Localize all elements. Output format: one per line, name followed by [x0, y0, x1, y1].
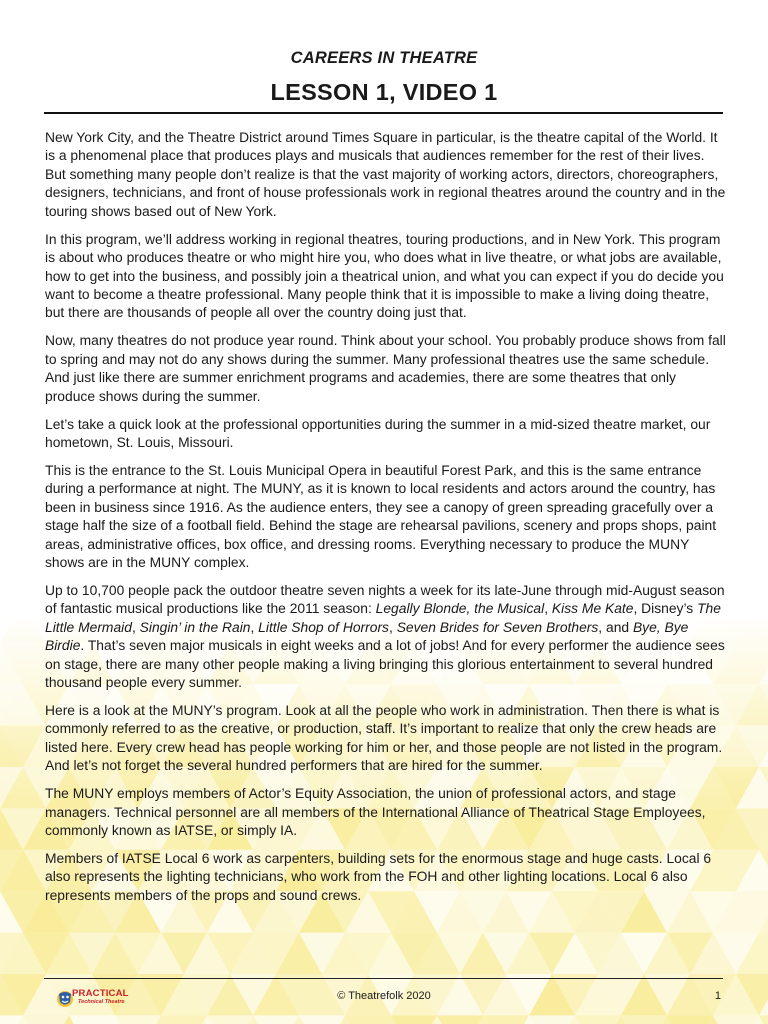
series-title: CAREERS IN THEATRE	[290, 49, 478, 67]
copyright: © Theatrefolk 2020	[337, 990, 431, 1002]
text-run: . That’s seven major musicals in eight weeks and a lot of jobs! And for every performer the audience sees on stage, there are many other people making a living bringing this glorious entertainment to several hundred thousand people every summer.	[45, 637, 725, 691]
text-run: , Disney’s	[633, 600, 698, 617]
paragraph	[45, 128, 727, 220]
text-run: ,	[131, 618, 140, 635]
paragraph	[45, 784, 727, 839]
text-run: Now, many theatres do not produce year round. Think about your school. You probably produce shows from fall to spring and may not do any shows during the summer. Many professional theatres use the same schedule. And just like there are summer enrichment programs and academies, there are some theatres that only produce shows during the summer.	[45, 332, 726, 404]
logo-word-technical-theatre: Technical Theatre	[78, 999, 125, 1005]
paragraph	[45, 461, 727, 572]
paragraph	[45, 581, 727, 692]
text-run: The MUNY employs members of Actor’s Equity Association, the union of professional actors, and stage managers. Technical personnel are all members of the International Alliance of Theatrical Stage Employees, commonly known as IATSE, or simply IA.	[45, 785, 706, 839]
text-run: , and	[598, 618, 633, 635]
header	[44, 48, 724, 106]
title-divider	[44, 112, 723, 114]
body-text	[45, 128, 727, 914]
paragraph	[45, 331, 727, 405]
text-run: ,	[250, 618, 259, 635]
logo-word-practical: PRACTICAL	[72, 988, 129, 999]
text-run: Members of IATSE Local 6 work as carpenters, building sets for the enormous stage and huge casts. Local 6 also represents the lighting technicians, who work from the FOH and other lighting locations. Local 6 also represents members of the props and sound crews.	[45, 849, 712, 903]
show-title: Kiss Me Kate	[551, 600, 634, 617]
paragraph	[45, 230, 727, 322]
paragraph	[45, 701, 727, 775]
text-run: ,	[388, 618, 397, 635]
show-title: Legally Blonde, the Musical	[375, 600, 545, 617]
text-run: Here is a look at the MUNY’s program. Look at all the people who work in administration. Then there is what is commonly referred to as the creative, or production, staff. It’s important to realize that only the crew heads are listed here. Every crew head has people working for him or her, and those people are not listed in the program. And let’s not forget the several hundred performers that are hired for the summer.	[45, 702, 723, 774]
text-run: New York City, and the Theatre District around Times Square in particular, is the theatre capital of the World. It is a phenomenal place that produces plays and musicals that audiences remember for the rest of their lives. But something many people don’t realize is that the vast majority of working actors, directors, choreographers, designers, technicians, and front of house professionals work in regional theatres around the country and in the touring shows based out of New York.	[45, 129, 726, 219]
text-run: In this program, we’ll address working in regional theatres, touring productions, and in New York. This program is about who produces theatre or who might hire you, who does what in live theatre, or what jobs are available, how to get into the business, and possibly join a theatrical union, and what you can expect if you do decide you want to become a theatre professional. Many people think that it is impossible to make a living doing theatre, but there are thousands of people all over the country doing just that.	[45, 230, 724, 321]
text-run: Up to 10,700 people pack the outdoor theatre seven nights a week for its late-June through mid-August season of fantastic musical productions like the 2011 season:	[45, 581, 725, 617]
show-title: Bye, Bye Birdie	[45, 618, 689, 654]
show-title: Little Shop of Horrors	[258, 618, 389, 635]
show-title: Seven Brides for Seven Brothers	[396, 618, 599, 635]
lesson-title: LESSON 1, VIDEO 1	[270, 79, 498, 105]
footer-divider	[44, 978, 723, 979]
paragraph	[45, 415, 727, 452]
paragraph	[45, 849, 727, 904]
text-run: This is the entrance to the St. Louis Municipal Opera in beautiful Forest Park, and this is the same entrance during a performance at night. The MUNY, as it is known to local residents and actors around the country, has been in business since 1916. As the audience enters, they see a canopy of green spreading gracefully over a stage half the size of a football field. Behind the stage are rehearsal pavilions, scenery and props shops, paint areas, administrative offices, box office, and dressing rooms. Everything necessary to produce the MUNY shows are in the MUNY complex.	[45, 461, 717, 571]
text-run: Let’s take a quick look at the professional opportunities during the summer in a mid-sized theatre market, our hometown, St. Louis, Missouri.	[45, 415, 711, 450]
text-run: ,	[544, 600, 552, 617]
show-title: The Little Mermaid	[45, 600, 721, 635]
page-number: 1	[714, 990, 721, 1002]
footer	[0, 986, 768, 1014]
show-title: Singin’ in the Rain	[139, 618, 251, 635]
